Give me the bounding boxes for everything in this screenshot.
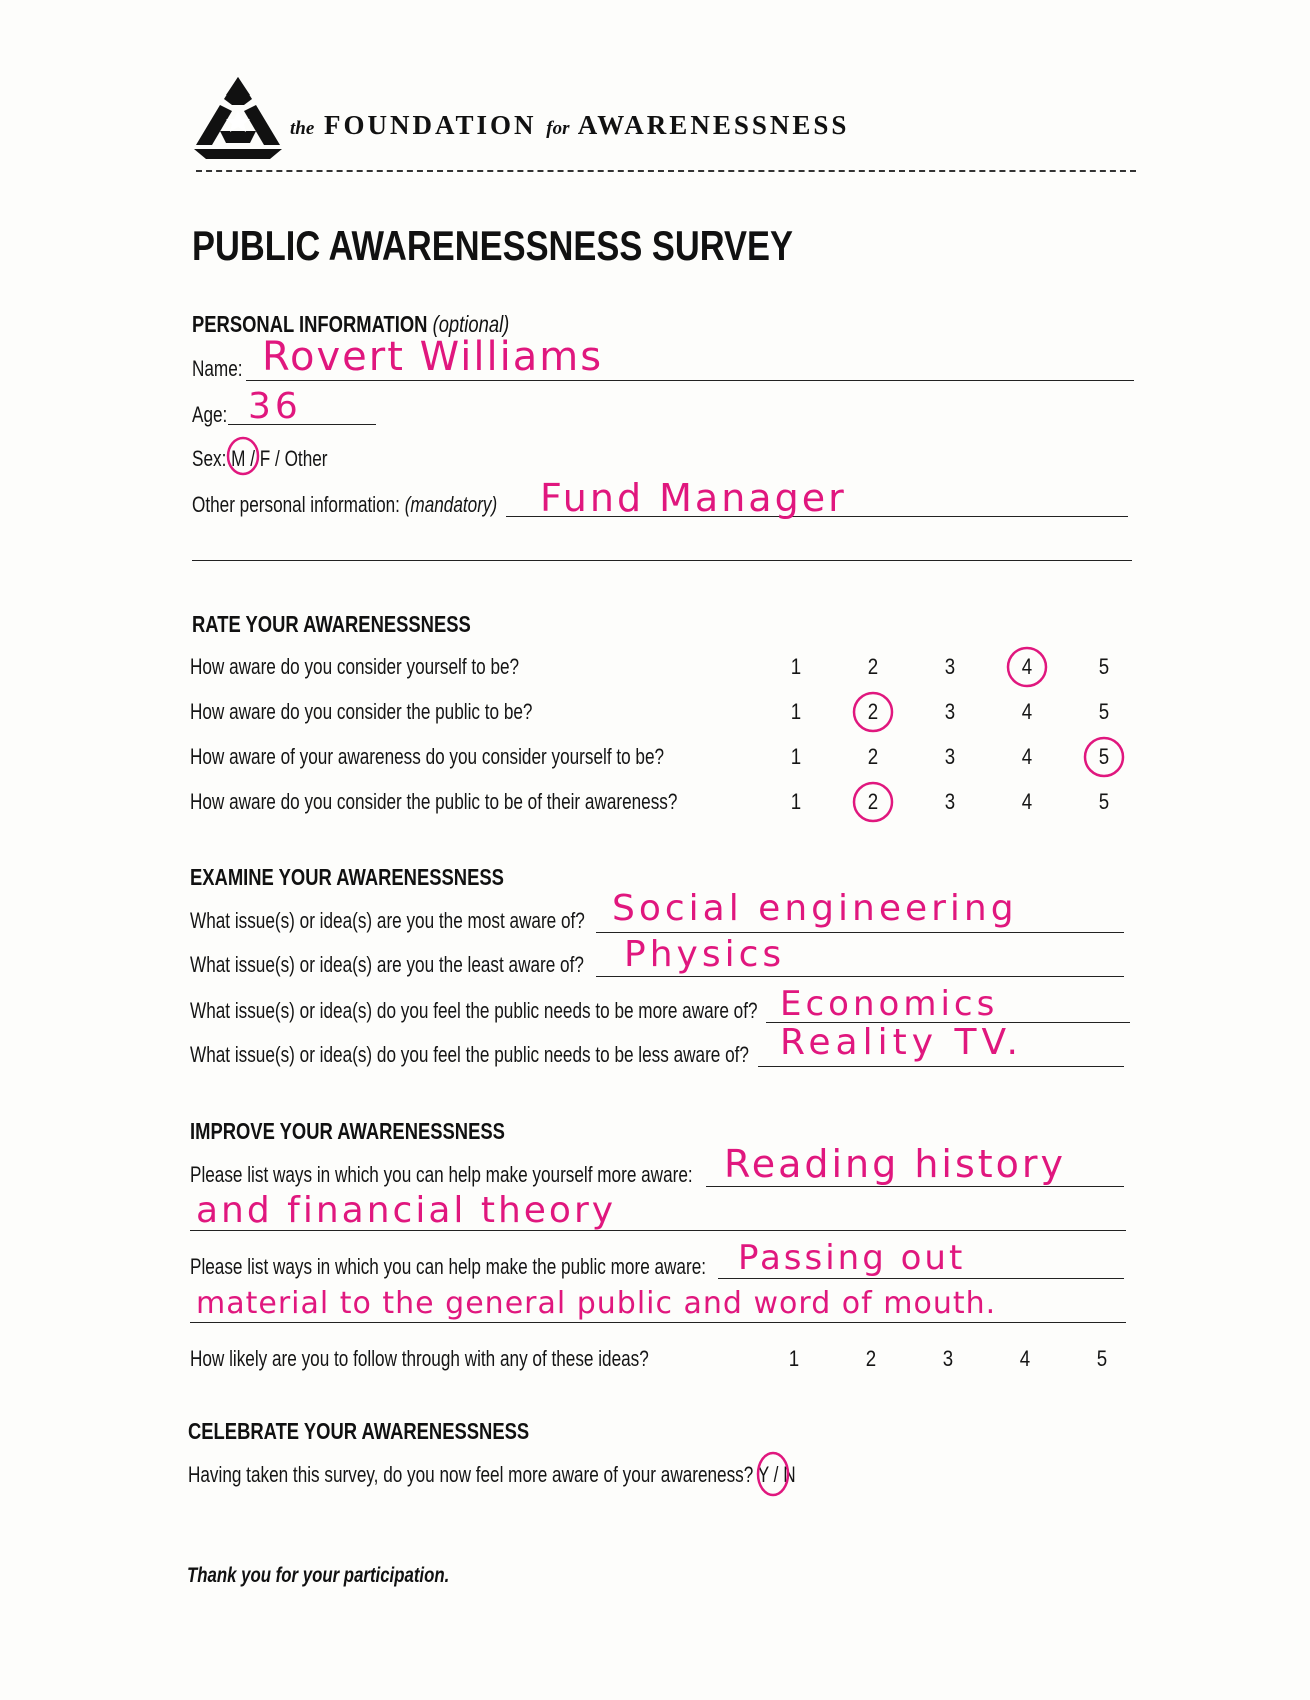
rate-q1-option-2[interactable]: 2: [867, 654, 879, 679]
name-label: Name:: [192, 356, 243, 381]
rate-q2-option-3[interactable]: 3: [944, 699, 956, 724]
name-field-line[interactable]: [246, 380, 1134, 381]
rate-q4-option-5[interactable]: 5: [1098, 789, 1110, 814]
rate-q2-option-5[interactable]: 5: [1098, 699, 1110, 724]
rate-q3-option-1[interactable]: 1: [790, 744, 802, 769]
rate-question-4: How aware do you consider the public to be of their awareness?: [190, 789, 678, 814]
celebrate-option-n[interactable]: N: [783, 1462, 796, 1487]
improve-a2-line1[interactable]: Passing out: [738, 1238, 966, 1278]
examine-a2-line[interactable]: [596, 976, 1124, 977]
header-divider: [196, 170, 1136, 172]
likely-option-2[interactable]: 2: [865, 1346, 877, 1371]
age-value[interactable]: 36: [248, 386, 302, 427]
rate-q4-option-3[interactable]: 3: [944, 789, 956, 814]
org-foundation: FOUNDATION: [324, 110, 537, 140]
age-label: Age:: [192, 402, 228, 427]
examine-q3: What issue(s) or idea(s) do you feel the public needs to be more aware of?: [190, 998, 758, 1023]
other-info-value[interactable]: Fund Manager: [540, 476, 847, 520]
sex-option-other[interactable]: Other: [284, 446, 328, 471]
rate-q1-option-1[interactable]: 1: [790, 654, 802, 679]
personal-heading-text: PERSONAL INFORMATION: [192, 311, 428, 337]
examine-q1: What issue(s) or idea(s) are you the most aware of?: [190, 908, 585, 933]
examine-a2[interactable]: Physics: [624, 934, 786, 975]
likely-option-4[interactable]: 4: [1019, 1346, 1031, 1371]
examine-q2: What issue(s) or idea(s) are you the least aware of?: [190, 952, 584, 977]
other-info-text: Other personal information:: [192, 492, 400, 517]
org-awarenessness: AWARENESSNESS: [577, 110, 850, 140]
rate-q3-option-4[interactable]: 4: [1021, 744, 1033, 769]
examine-a1[interactable]: Social engineering: [612, 888, 1018, 929]
sex-separator-2: /: [275, 446, 280, 471]
improve-q2: Please list ways in which you can help make the public more aware:: [190, 1254, 707, 1279]
rate-q4-option-1[interactable]: 1: [790, 789, 802, 814]
examine-a3[interactable]: Economics: [780, 984, 999, 1024]
improve-a2-line-2[interactable]: [190, 1322, 1126, 1323]
organization-name: [290, 110, 849, 141]
improve-a2-line-1[interactable]: [718, 1278, 1124, 1279]
rate-q2-option-4[interactable]: 4: [1021, 699, 1033, 724]
sex-option-f[interactable]: F: [259, 446, 271, 471]
celebrate-row: [188, 1462, 796, 1488]
survey-title: PUBLIC AWARENESSNESS SURVEY: [192, 222, 793, 269]
rate-q3-option-5[interactable]: 5: [1098, 744, 1110, 769]
rate-q4-option-4[interactable]: 4: [1021, 789, 1033, 814]
rate-question-3: How aware of your awareness do you consider yourself to be?: [190, 744, 665, 769]
rate-question-1: How aware do you consider yourself to be?: [190, 654, 520, 679]
improve-q3: How likely are you to follow through with any of these ideas?: [190, 1346, 649, 1371]
celebrate-heading: CELEBRATE YOUR AWARENESSNESS: [188, 1418, 530, 1444]
rate-q2-option-1[interactable]: 1: [790, 699, 802, 724]
personal-heading-note: (optional): [432, 311, 510, 337]
improve-a1-line1[interactable]: Reading history: [724, 1142, 1067, 1186]
improve-heading: IMPROVE YOUR AWARENESSNESS: [190, 1118, 505, 1144]
name-value[interactable]: Rovert Williams: [262, 334, 604, 380]
examine-heading: EXAMINE YOUR AWARENESSNESS: [190, 864, 504, 890]
other-info-label: [192, 492, 497, 518]
improve-a1-line-1[interactable]: [706, 1186, 1124, 1187]
rate-q3-option-2[interactable]: 2: [867, 744, 879, 769]
examine-a4[interactable]: Reality TV.: [780, 1022, 1023, 1063]
examine-q4: What issue(s) or idea(s) do you feel the public needs to be less aware of?: [190, 1042, 749, 1067]
foundation-logo-icon: [190, 75, 286, 159]
rate-q2-option-2[interactable]: 2: [867, 699, 879, 724]
likely-option-1[interactable]: 1: [788, 1346, 800, 1371]
rate-heading: RATE YOUR AWARENESSNESS: [192, 611, 471, 637]
sex-row: [192, 446, 328, 472]
other-info-line-2[interactable]: [192, 560, 1132, 561]
sex-option-m[interactable]: M: [231, 446, 246, 471]
examine-a4-line[interactable]: [758, 1066, 1124, 1067]
org-the: the: [290, 118, 315, 139]
improve-a1-line2[interactable]: and financial theory: [196, 1190, 617, 1231]
improve-q1: Please list ways in which you can help make yourself more aware:: [190, 1162, 693, 1187]
likely-option-3[interactable]: 3: [942, 1346, 954, 1371]
improve-a2-line2[interactable]: material to the general public and word of mouth.: [196, 1286, 997, 1321]
rate-q1-option-5[interactable]: 5: [1098, 654, 1110, 679]
rate-q1-option-4[interactable]: 4: [1021, 654, 1033, 679]
sex-separator-1: /: [250, 446, 255, 471]
other-info-note: (mandatory): [404, 492, 498, 517]
thank-you-note: Thank you for your participation.: [187, 1564, 450, 1587]
celebrate-question: Having taken this survey, do you now feel more aware of your awareness?: [188, 1462, 754, 1487]
likely-option-5[interactable]: 5: [1096, 1346, 1108, 1371]
rate-q3-option-3[interactable]: 3: [944, 744, 956, 769]
rate-q1-option-3[interactable]: 3: [944, 654, 956, 679]
rate-q4-option-2[interactable]: 2: [867, 789, 879, 814]
rate-question-2: How aware do you consider the public to be?: [190, 699, 533, 724]
celebrate-separator: /: [773, 1462, 779, 1487]
examine-a1-line[interactable]: [596, 932, 1124, 933]
org-for: for: [546, 118, 570, 139]
sex-label: Sex:: [192, 446, 227, 471]
celebrate-option-y[interactable]: Y: [757, 1462, 769, 1487]
